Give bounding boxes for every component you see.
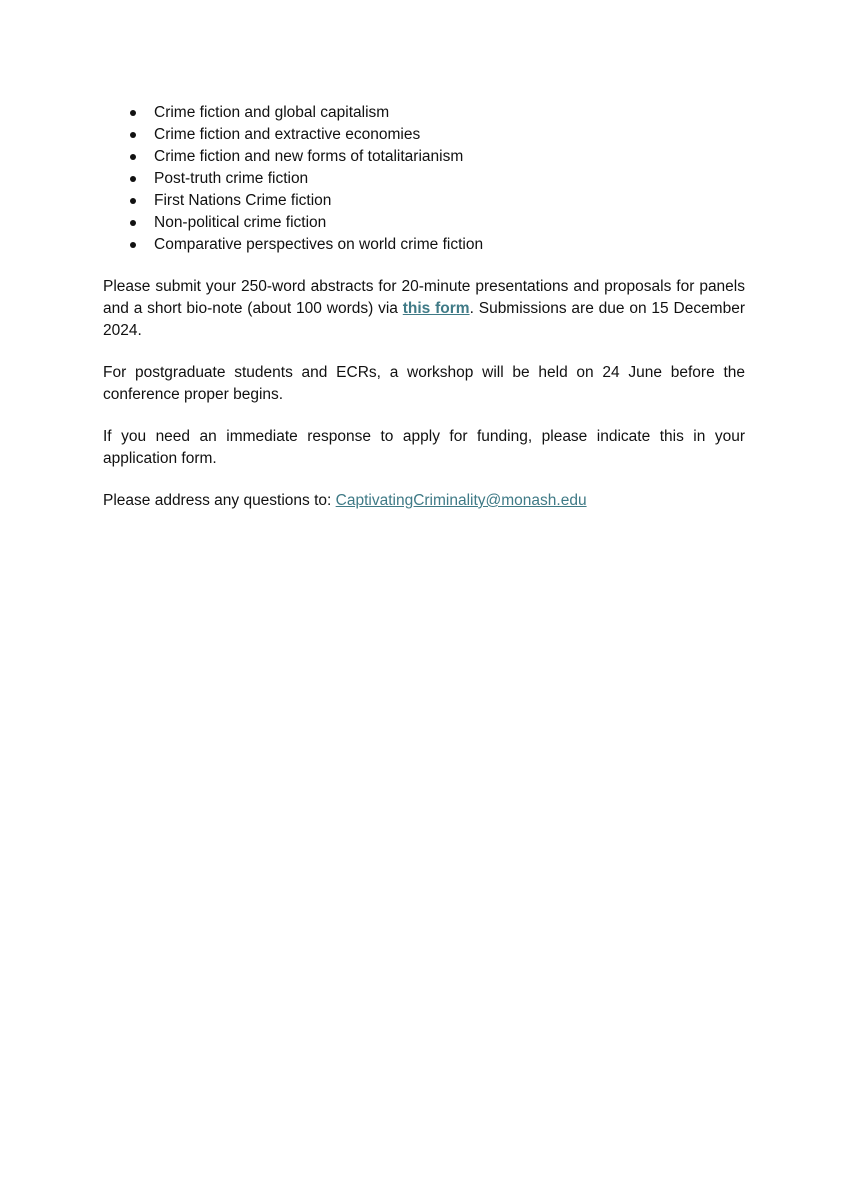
topic-text: Crime fiction and extractive economies <box>154 126 421 143</box>
list-item <box>103 234 745 256</box>
bullet-icon <box>130 220 136 226</box>
bullet-icon <box>130 110 136 116</box>
list-item <box>103 190 745 212</box>
topic-text: Post-truth crime fiction <box>154 170 309 187</box>
topic-text: Non-political crime fiction <box>154 214 327 231</box>
bullet-icon <box>130 242 136 248</box>
contact-paragraph <box>103 490 745 512</box>
bullet-icon <box>130 176 136 182</box>
funding-paragraph: If you need an immediate response to apply for funding, please indicate this in your application form. <box>103 428 745 467</box>
bullet-icon <box>130 198 136 204</box>
list-item <box>103 102 745 124</box>
submission-paragraph <box>103 276 745 342</box>
document-page <box>103 102 745 512</box>
contact-text: Please address any questions to: <box>103 492 336 509</box>
submission-text-after: . Submissions are due on 15 December 2024. <box>103 300 746 339</box>
topic-text: First Nations Crime fiction <box>154 192 332 209</box>
contact-email-link[interactable]: CaptivatingCriminality@monash.edu <box>335 492 587 509</box>
bullet-icon <box>130 132 136 138</box>
submission-form-link[interactable]: this form <box>402 300 470 317</box>
bullet-icon <box>130 154 136 160</box>
list-item <box>103 146 745 168</box>
list-item <box>103 212 745 234</box>
topic-text: Crime fiction and global capitalism <box>154 104 390 121</box>
list-item <box>103 168 745 190</box>
submission-text-before: Please submit your 250-word abstracts for 20-minute presentations and proposals for panels and a short bio-note (about 100 words) via <box>103 278 745 317</box>
topic-list <box>103 102 745 256</box>
list-item <box>103 124 745 146</box>
topic-text: Comparative perspectives on world crime fiction <box>154 236 484 253</box>
workshop-paragraph: For postgraduate students and ECRs, a workshop will be held on 24 June before the conference proper begins. <box>103 364 745 403</box>
topic-text: Crime fiction and new forms of totalitarianism <box>154 148 464 165</box>
